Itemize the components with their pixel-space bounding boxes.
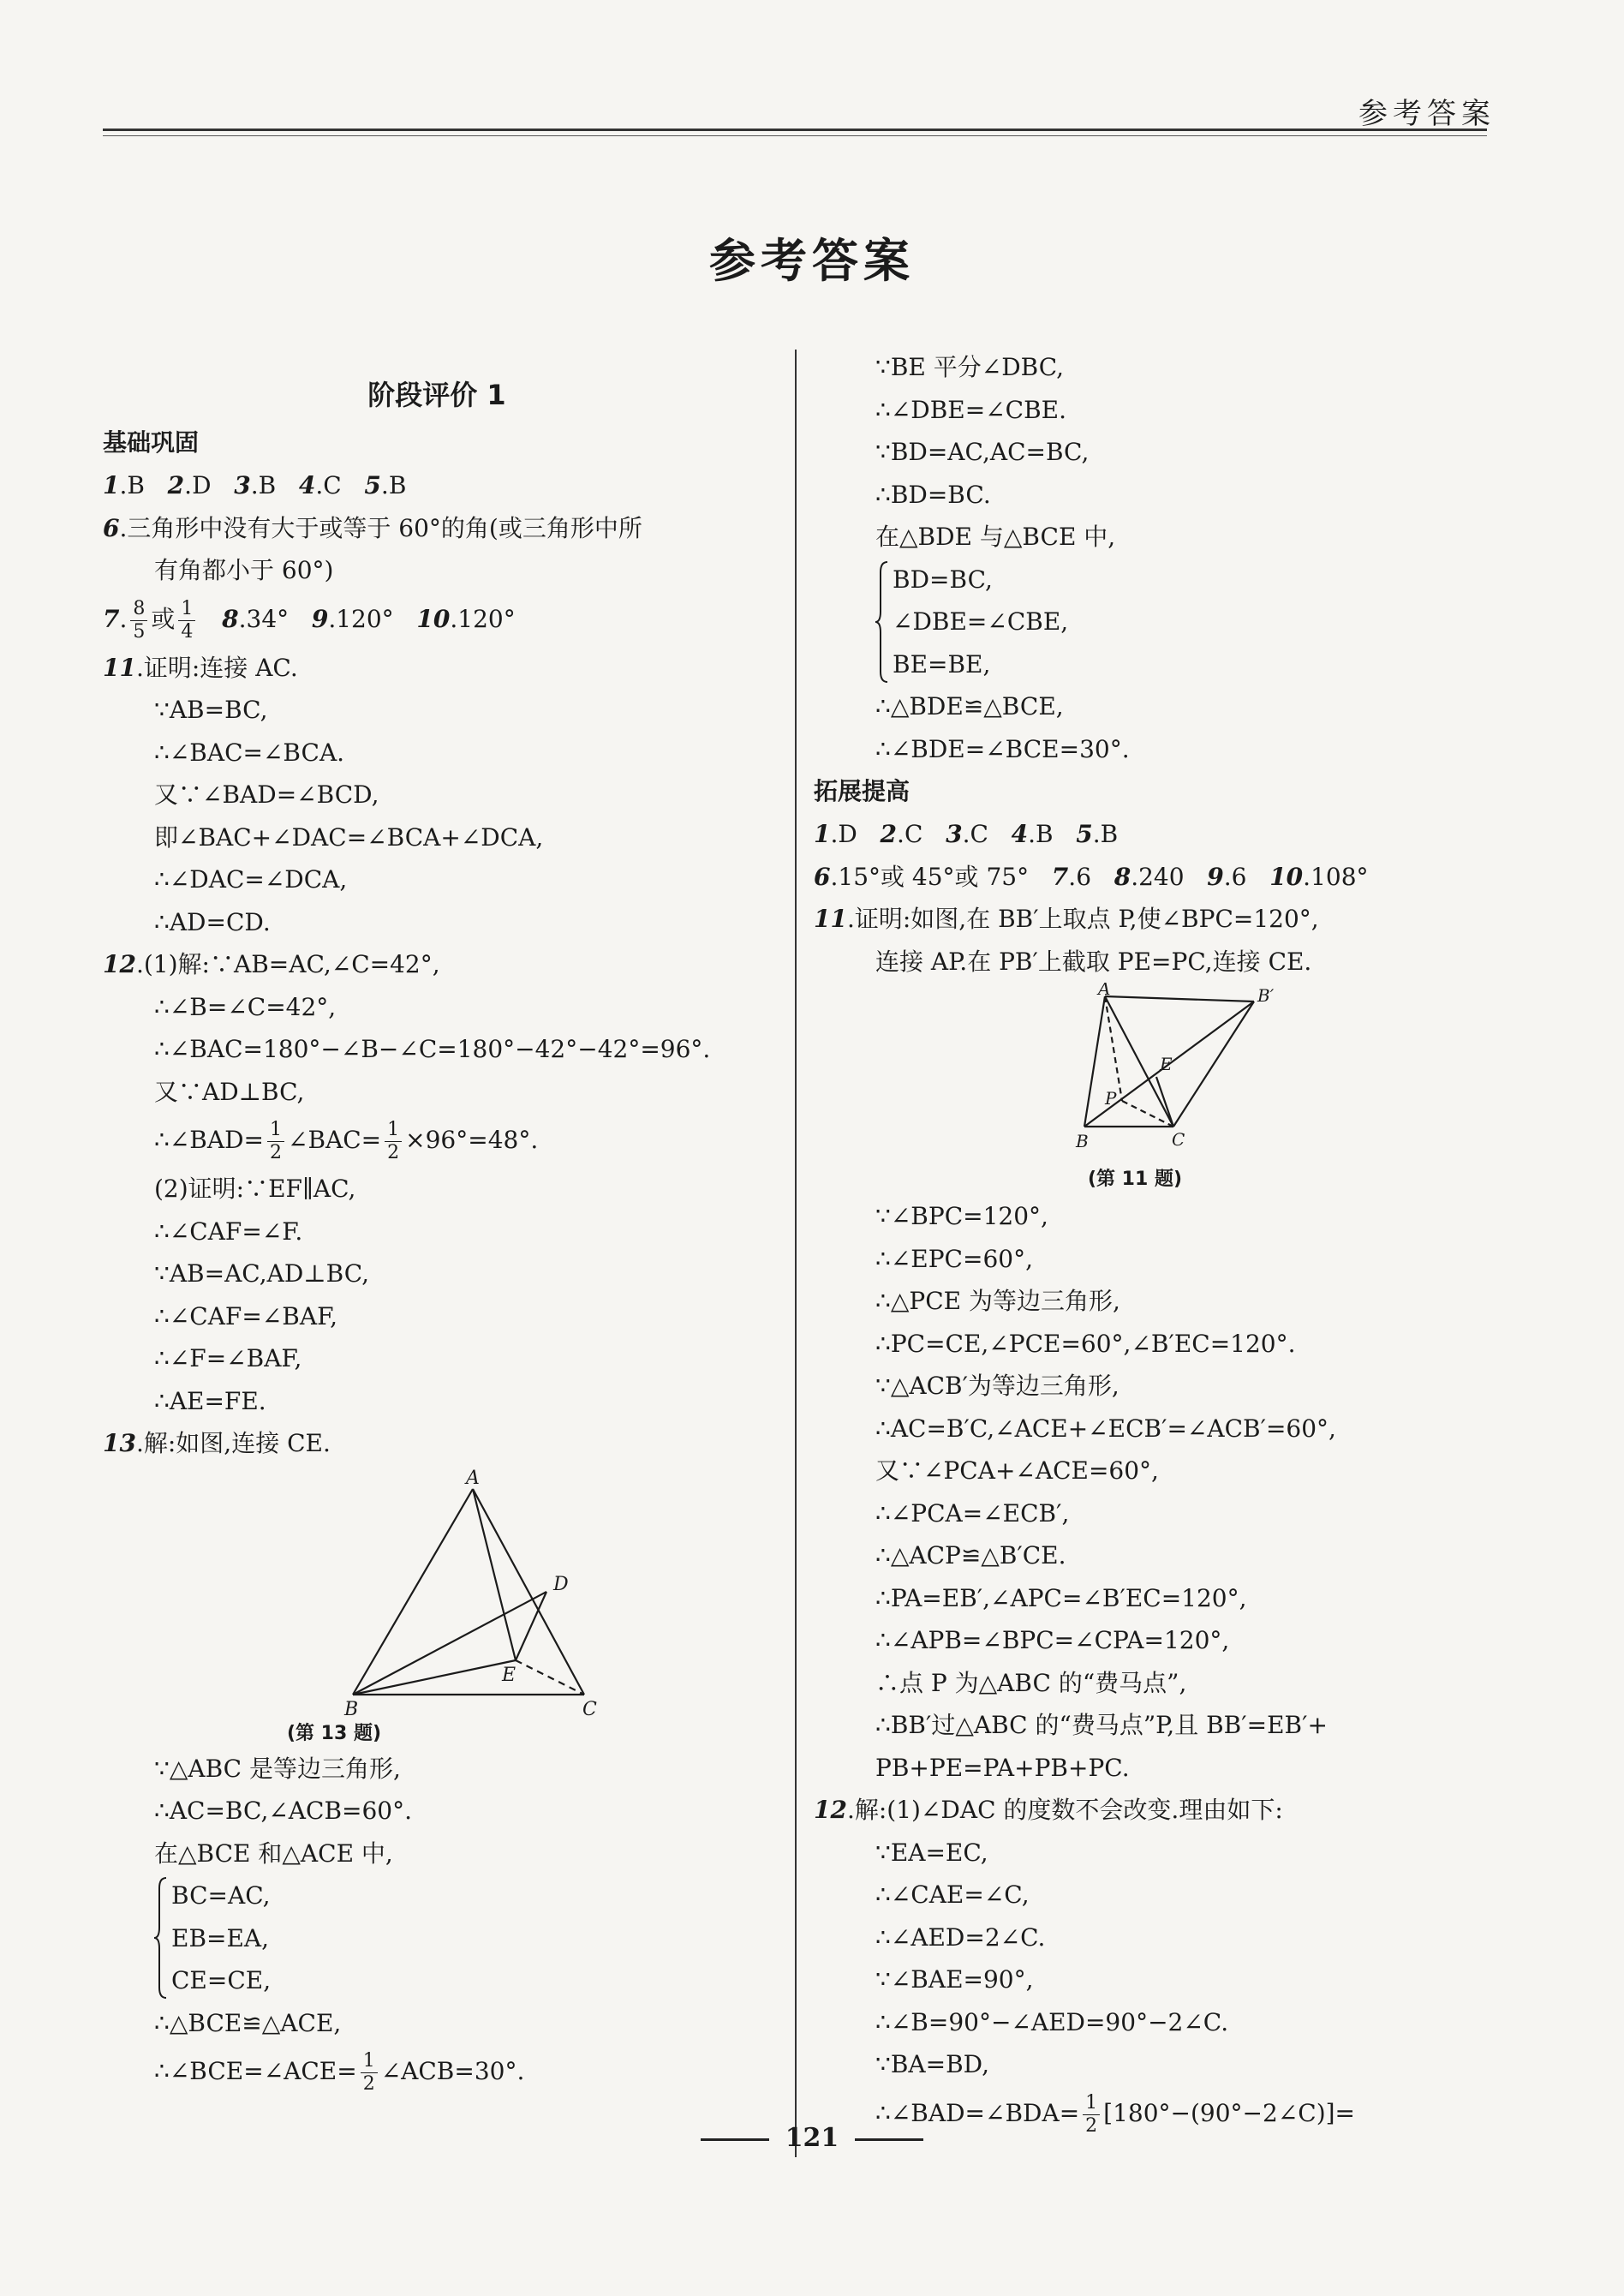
proof-line: ∵AB=AC,AD⊥BC, [154, 1259, 370, 1288]
label-a: A [466, 1467, 480, 1489]
fraction: $\frac{1}{2}$ [267, 1119, 284, 1164]
segment-ab2 [1105, 996, 1254, 1002]
footer-ornament-right [855, 2138, 923, 2141]
proof-line: ∴AC=B′C,∠ACE+∠ECB′=∠ACB′=60°, [875, 1414, 1336, 1443]
proof-line: ∴∠B=∠C=42°, [154, 992, 337, 1021]
subsection-advanced: 拓展提高 [814, 777, 911, 805]
segment-cb2 [1173, 1002, 1254, 1127]
proof-line: ∴∠DAC=∠DCA, [154, 865, 348, 894]
proof-line-fraction: ∴∠BAD= $\frac{1}{2}$ ∠BAC= $\frac{1}{2}$ ×96°=48°. [154, 1119, 539, 1163]
proof-line: ∴∠AED=2∠C. [875, 1922, 1046, 1952]
page-footer [0, 2123, 1624, 2153]
proof-line: ∵BE 平分∠DBC, [875, 353, 1065, 381]
label-b-prime: B′ [1257, 985, 1275, 1006]
fraction: $\frac{1}{2}$ [361, 2050, 378, 2096]
proof-line-fraction: ∴∠BAD=∠BDA= $\frac{1}{2}$ [180°−(90°−2∠C)]= [875, 2091, 1356, 2137]
answer-12-advanced: 12.解:(1)∠DAC 的度数不会改变.理由如下: [814, 1796, 1283, 1824]
label-c: C [582, 1698, 597, 1720]
proof-line: ∴∠CAF=∠BAF, [154, 1301, 338, 1330]
answer-6: 6.三角形中没有大于或等于 60°的角(或三角形中所 [103, 513, 642, 542]
system-line: BC=AC, [171, 1881, 271, 1910]
label-p: P [1105, 1088, 1117, 1109]
left-brace [875, 559, 889, 685]
header-rule-thin [103, 135, 1487, 136]
proof-line: 在△BDE 与△BCE 中, [875, 523, 1116, 551]
subsection-basic: 基础巩固 [103, 428, 200, 457]
proof-line: ∴∠PCA=∠ECB′, [875, 1498, 1070, 1528]
proof-line: ∵△ACB′为等边三角形, [875, 1372, 1119, 1400]
proof-line: ∴∠F=∠BAF, [154, 1344, 302, 1372]
proof-line: ∵∠BPC=120°, [875, 1202, 1048, 1230]
proof-line: 即∠BAC+∠DAC=∠BCA+∠DCA, [154, 822, 544, 852]
proof-line: ∴∠BAC=180°−∠B−∠C=180°−42°−42°=96°. [154, 1035, 711, 1063]
proof-line: ∴BD=BC. [875, 480, 991, 509]
fraction: $\frac{8}{5}$ [130, 598, 147, 643]
answer-11: 11.证明:连接 AC. [103, 653, 298, 682]
proof-line: ∴△BCE≌△ACE, [154, 2008, 342, 2037]
system-line: BE=BE, [893, 649, 991, 679]
left-brace [154, 1874, 168, 2001]
proof-line: (2)证明:∵EF∥AC, [154, 1175, 356, 1203]
system-line: ∠DBE=∠CBE, [893, 607, 1069, 636]
proof-line: ∵∠BAE=90°, [875, 1965, 1034, 1994]
label-e: E [502, 1664, 516, 1686]
page-title: 参考答案 [709, 234, 915, 288]
proof-line: ∴∠EPC=60°, [875, 1244, 1033, 1273]
proof-line: ∴∠CAE=∠C, [875, 1880, 1030, 1909]
answer-13: 13.解:如图,连接 CE. [103, 1429, 331, 1457]
proof-line: 又∵∠PCA+∠ACE=60°, [875, 1456, 1159, 1485]
proof-line: ∵△ABC 是等边三角形, [154, 1754, 401, 1783]
proof-line: ∵BD=AC,AC=BC, [875, 438, 1090, 466]
header-section-label: 参考答案 [1358, 97, 1496, 131]
label-b: B [1076, 1131, 1089, 1151]
header-rule-thick [103, 129, 1487, 131]
proof-line: ∴△BDE≌△BCE, [875, 692, 1064, 720]
right-column [814, 346, 1490, 2141]
answers-1-5-advanced: 1.D 2.C 3.C 4.B 5.B [814, 820, 1119, 848]
answer-11-advanced: 11.证明:如图,在 BB′上取点 P,使∠BPC=120°, [814, 905, 1319, 933]
fraction: $\frac{1}{2}$ [1083, 2092, 1100, 2138]
answers-6-10-advanced: 6.15°或 45°或 75° 7.6 8.240 9.6 10.108° [814, 862, 1369, 891]
segment-ab [1084, 996, 1105, 1127]
system-line: CE=CE, [171, 1966, 272, 1994]
footer-ornament-left [701, 2138, 769, 2141]
answers-7-10: 7. $\frac{8}{5}$ 或 $\frac{1}{4}$ 8.34° 9.120° 10.120° [103, 597, 516, 643]
fraction: $\frac{1}{4}$ [178, 598, 195, 643]
answer-6-cont: 有角都小于 60°) [154, 556, 334, 584]
label-b: B [344, 1698, 359, 1720]
proof-line: ∴△PCE 为等边三角形, [875, 1287, 1120, 1315]
proof-line: ∴∠BDE=∠BCE=30°. [875, 734, 1130, 763]
figure-13-diagram [103, 1465, 788, 1722]
proof-line: ∴AC=BC,∠ACB=60°. [154, 1797, 413, 1825]
figure-11 [814, 983, 1490, 1195]
system-line: EB=EA, [171, 1923, 270, 1952]
proof-line: ∴∠B=90°−∠AED=90°−2∠C. [875, 2007, 1229, 2036]
figure-11-diagram [814, 983, 1490, 1171]
segment-ec [1156, 1077, 1173, 1127]
proof-line-fraction: ∴∠BCE=∠ACE= $\frac{1}{2}$ ∠ACB=30°. [154, 2050, 525, 2095]
proof-line: ∴BB′过△ABC 的“费马点”P,且 BB′=EB′+ [875, 1711, 1328, 1739]
figure-13 [103, 1465, 788, 1748]
column-divider [795, 350, 797, 2157]
proof-line: ∴∠BAC=∠BCA. [154, 738, 345, 767]
label-d: D [553, 1573, 569, 1595]
proof-line: ∵AB=BC, [154, 696, 268, 724]
proof-line: ∴点 P 为△ABC 的“费马点”, [875, 1668, 1187, 1697]
proof-line: ∴PC=CE,∠PCE=60°,∠B′EC=120°. [875, 1329, 1296, 1358]
figure-11-caption: (第 11 题) [1087, 1169, 1183, 1190]
proof-line: ∴∠DBE=∠CBE. [875, 395, 1067, 424]
proof-line: ∴∠APB=∠BPC=∠CPA=120°, [875, 1626, 1230, 1654]
proof-line: ∴△ACP≌△B′CE. [875, 1541, 1066, 1570]
equation-system [103, 1874, 788, 2002]
proof-line: ∵EA=EC, [875, 1838, 988, 1867]
segment-be [353, 1660, 516, 1695]
proof-line: 在△BCE 和△ACE 中, [154, 1839, 393, 1868]
page-number: 121 [785, 2123, 839, 2153]
proof-line: ∴AD=CD. [154, 907, 271, 936]
proof-line: 又∵∠BAD=∠BCD, [154, 780, 379, 809]
proof-line: 又∵AD⊥BC, [154, 1077, 305, 1106]
label-e: E [1160, 1054, 1173, 1074]
segment-de [516, 1592, 546, 1660]
left-column [103, 368, 788, 2099]
proof-line: ∴∠CAF=∠F. [154, 1217, 303, 1246]
proof-line: ∴PA=EB′,∠APC=∠B′EC=120°, [875, 1583, 1247, 1612]
fraction: $\frac{1}{2}$ [385, 1119, 402, 1164]
equation-system [814, 559, 1490, 686]
segment-ae [473, 1489, 516, 1660]
label-a: A [1098, 983, 1111, 999]
answer-12: 12.(1)解:∵AB=AC,∠C=42°, [103, 950, 440, 978]
proof-line: 连接 AP.在 PB′上截取 PE=PC,连接 CE. [875, 947, 1312, 976]
system-line: BD=BC, [893, 565, 993, 594]
label-c: C [1172, 1129, 1185, 1150]
section-title: 阶段评价 1 [367, 379, 506, 411]
proof-line: ∴AE=FE. [154, 1386, 266, 1415]
figure-13-caption: (第 13 题) [286, 1722, 382, 1744]
proof-line: ∵BA=BD, [875, 2050, 989, 2078]
answers-1-5: 1.B 2.D 3.B 4.C 5.B [103, 471, 407, 499]
proof-line: PB+PE=PA+PB+PC. [875, 1753, 1130, 1782]
